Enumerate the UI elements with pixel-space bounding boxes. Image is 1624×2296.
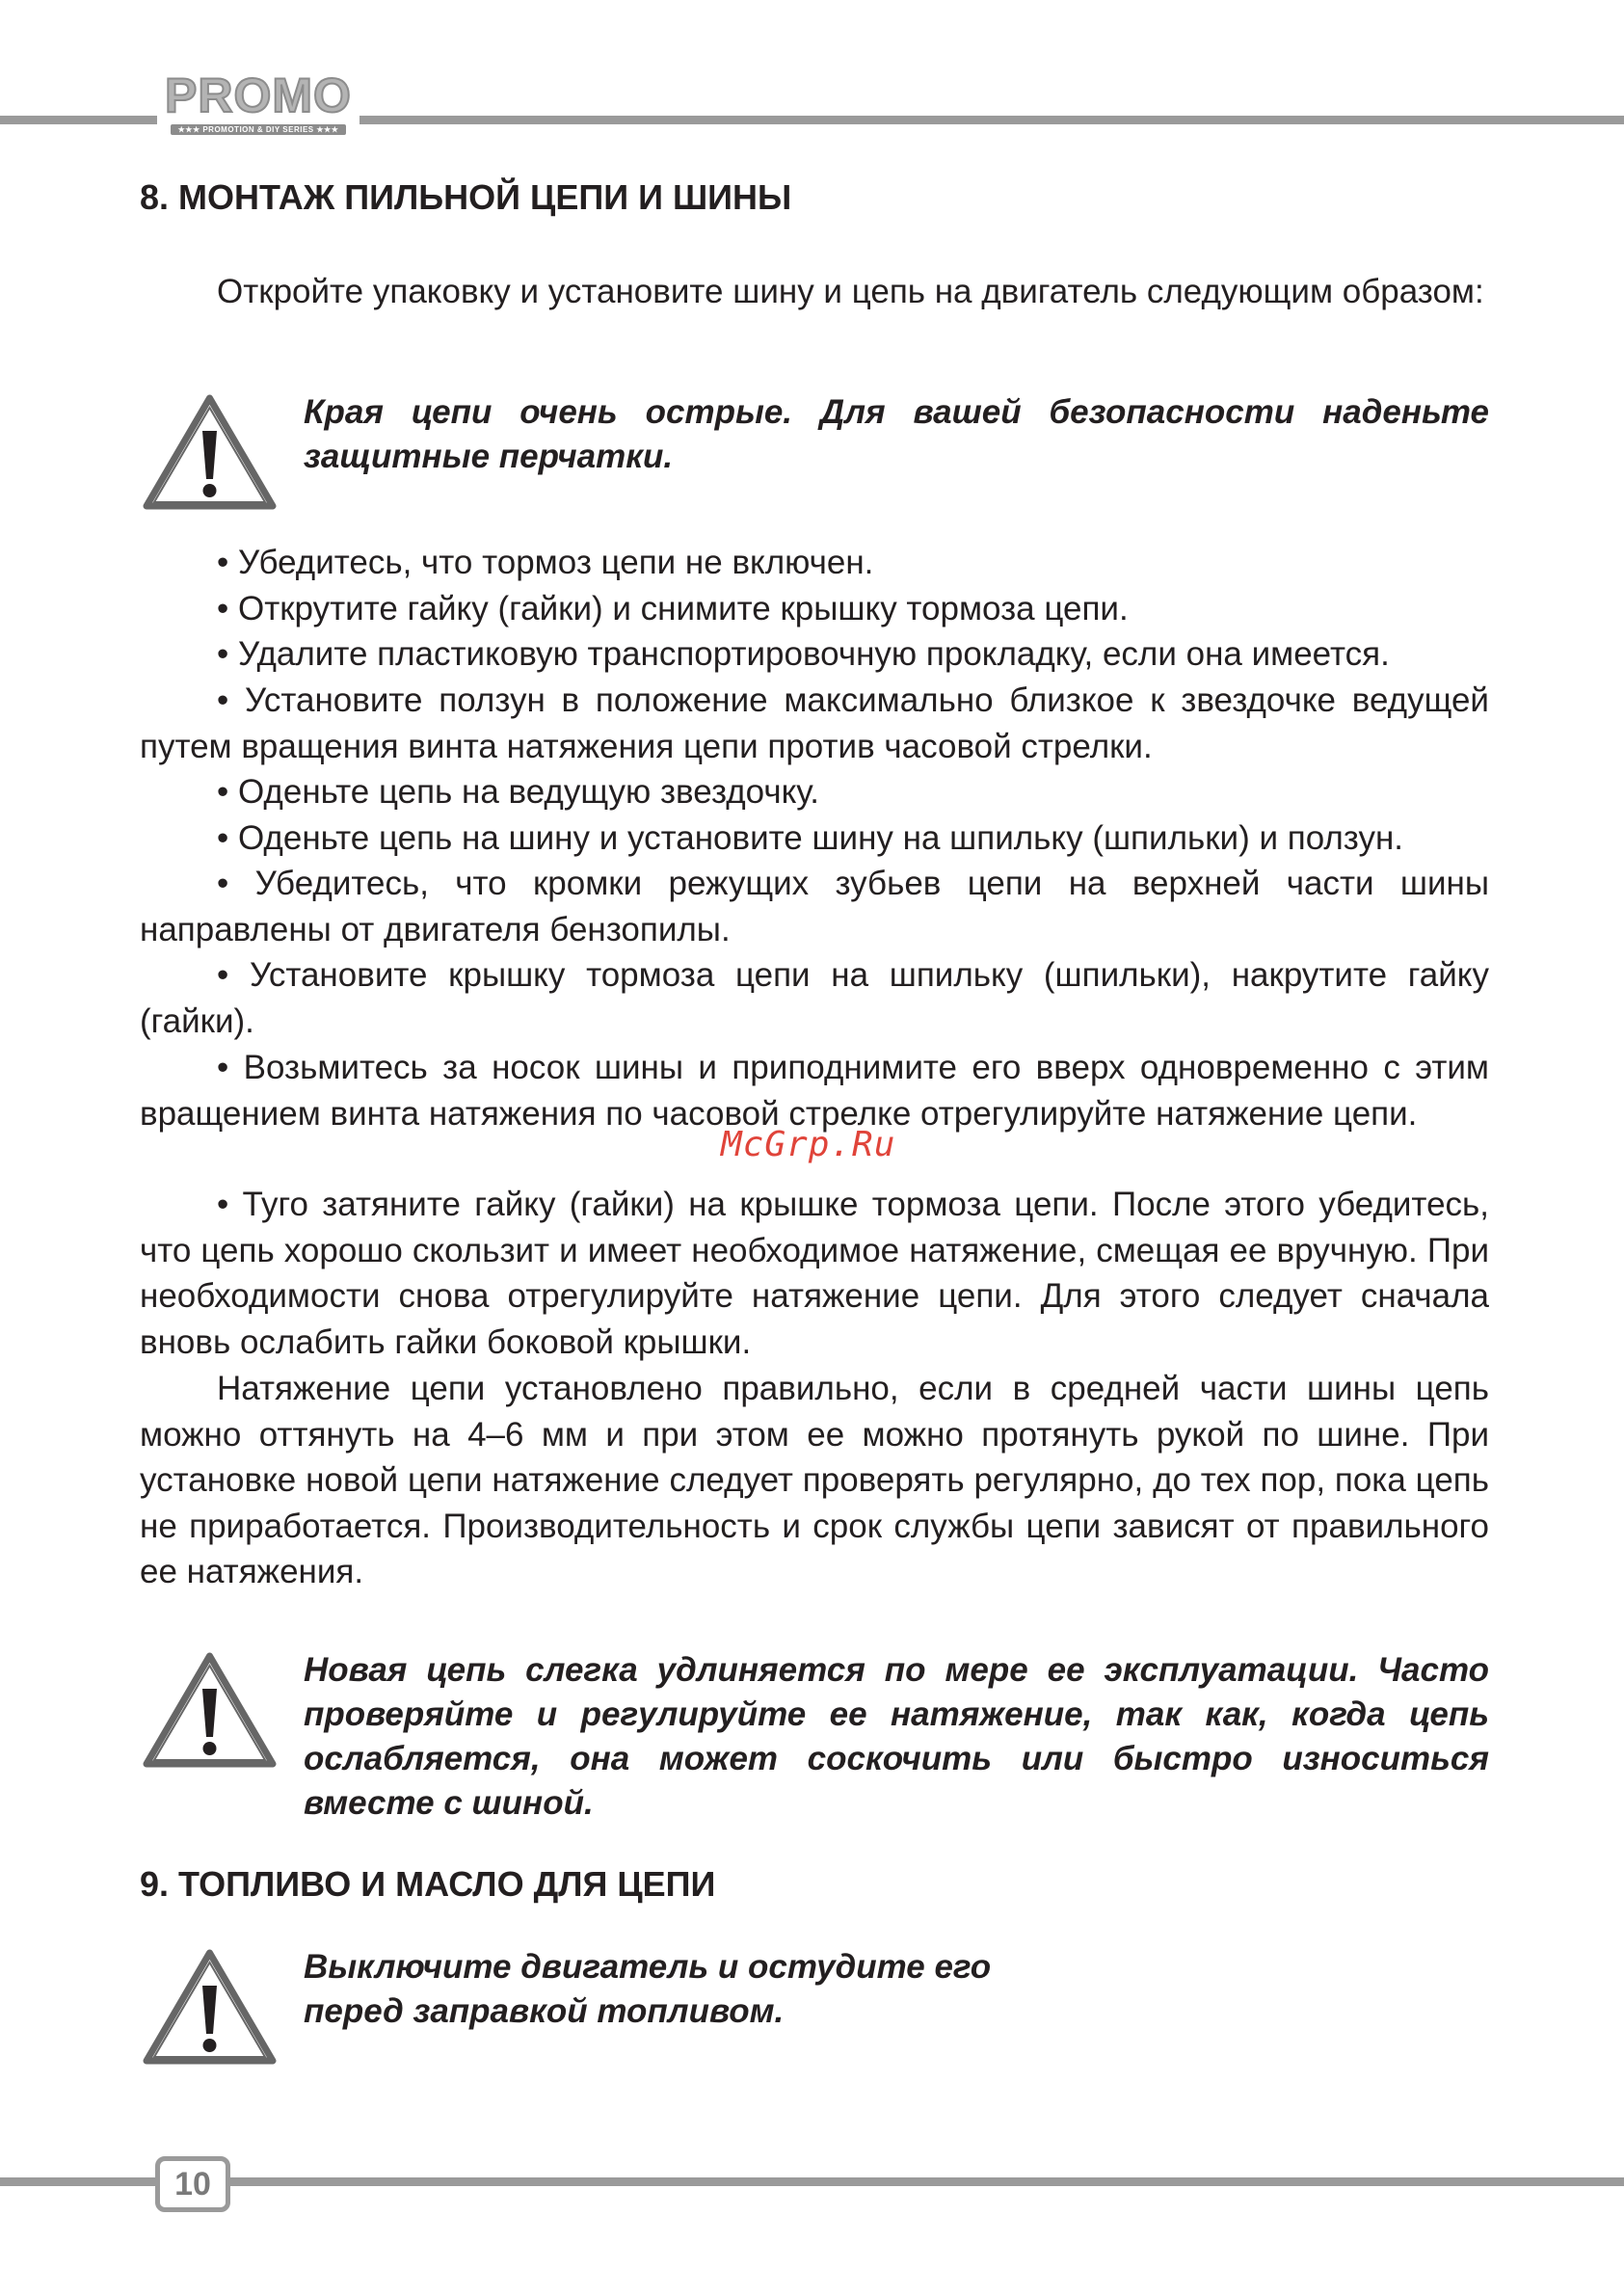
warning-triangle-icon — [140, 390, 280, 514]
warning-triangle-icon — [140, 1648, 280, 1772]
step-4: • Установите ползун в положение максимально близкое к звездочке ведущей путем вращения винта натяжения цепи против часовой стрелки. — [140, 681, 1489, 765]
warning-text-gloves: Края цепи очень острые. Для вашей безопасности наденьте защитные перчатки. — [304, 393, 1489, 475]
step-5: • Оденьте цепь на ведущую звездочку. — [217, 773, 820, 811]
warning-text-new-chain: Новая цепь слегка удлиняется по мере ее эксплуатации. Часто проверяйте и регулируйте ее натяжение, так как, когда цепь ослабляется, она может соскочить или быстро износиться вместе с шиной. — [304, 1651, 1489, 1822]
step-6: • Оденьте цепь на шину и установите шину на шпильку (шпильки) и ползун. — [217, 819, 1404, 857]
logo-wordmark: PROMO — [165, 68, 352, 122]
section-8-intro: Откройте упаковку и установите шину и цепь на двигатель следующим образом: — [217, 273, 1484, 310]
step-3: • Удалите пластиковую транспортировочную прокладку, если она имеется. — [217, 635, 1390, 673]
step-1: • Убедитесь, что тормоз цепи не включен. — [217, 544, 874, 581]
promo-logo — [157, 68, 359, 134]
step-7: • Убедитесь, что кромки режущих зубьев цепи на верхней части шины направлены от двигателя бензопилы. — [140, 865, 1489, 948]
step-9: • Возьмитесь за носок шины и приподнимите его вверх одновременно с этим вращением винта натяжения по часовой стрелке отрегулируйте натяжение цепи. — [140, 1049, 1489, 1133]
watermark: McGrp.Ru — [721, 1125, 896, 1164]
step-2: • Открутите гайку (гайки) и снимите крышку тормоза цепи. — [217, 590, 1129, 627]
warning-triangle-icon — [140, 1945, 280, 2069]
warning-text-fuel: Выключите двигатель и остудите его перед заправкой топливом. — [304, 1948, 992, 2030]
step-10: • Туго затяните гайку (гайки) на крышке тормоза цепи. После этого убедитесь, что цепь хорошо скользит и имеет необходимое натяжение, смещая ее вручную. При необходимости снова отрегулируйте натяжение цепи. Для этого следует сначала вновь ослабить гайки боковой крышки. — [140, 1186, 1489, 1361]
tension-note: Натяжение цепи установлено правильно, если в средней части шины цепь можно оттянуть на 4–6 мм и при этом ее можно протянуть рукой по шине. При установке новой цепи натяжение следует проверять регулярно, до тех пор, пока цепь не приработается. Производительность и срок службы цепи зависят от правильного ее натяжения. — [140, 1370, 1489, 1590]
section-8-title: 8. МОНТАЖ ПИЛЬНОЙ ЦЕПИ И ШИНЫ — [140, 177, 792, 217]
page-number: 10 — [155, 2156, 230, 2212]
step-8: • Установите крышку тормоза цепи на шпильку (шпильки), накрутите гайку (гайки). — [140, 956, 1489, 1040]
logo-tagline: ★★★ PROMOTION & DIY SERIES ★★★ — [171, 124, 347, 135]
footer-rule — [0, 2177, 1624, 2186]
section-9-title: 9. ТОПЛИВО И МАСЛО ДЛЯ ЦЕПИ — [140, 1864, 716, 1904]
